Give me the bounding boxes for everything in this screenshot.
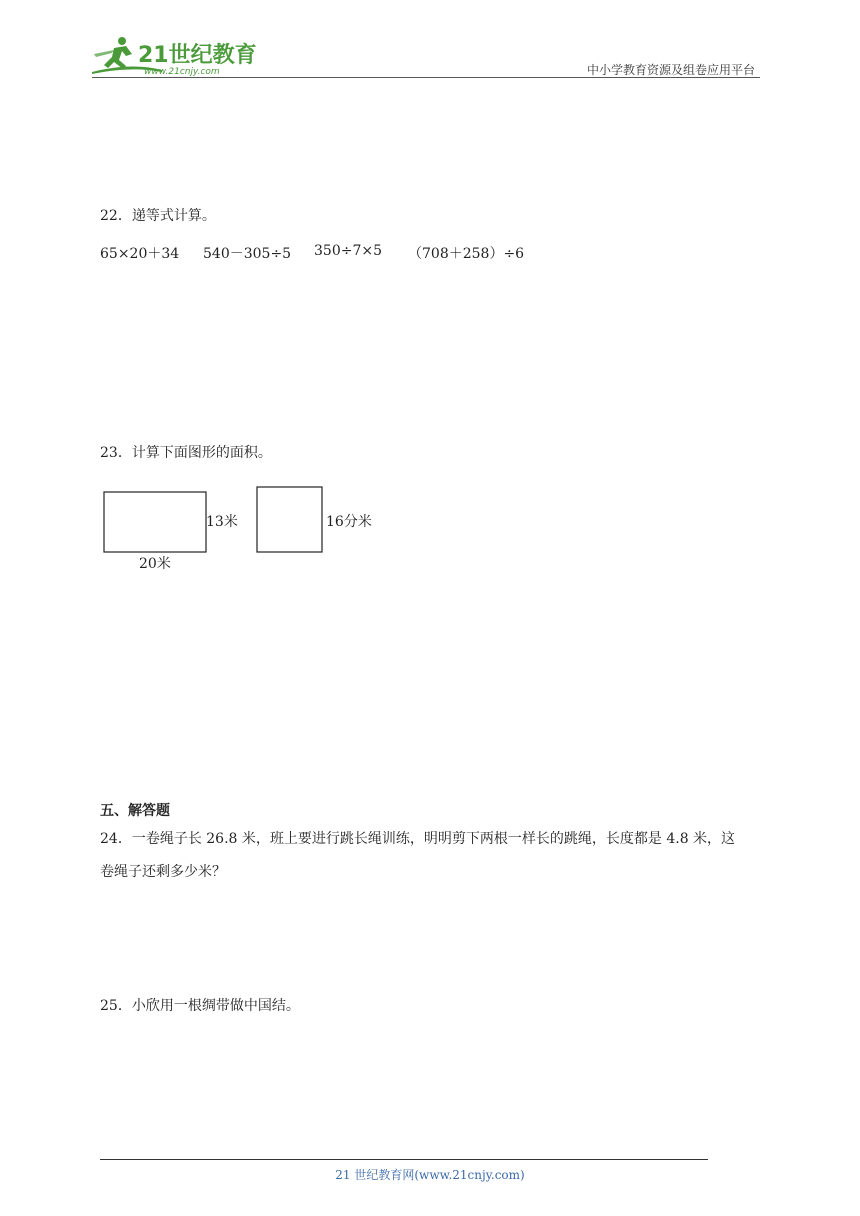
question-23-title: 23．计算下面图形的面积。 bbox=[100, 445, 272, 461]
expression-1: 65×20＋34 bbox=[100, 246, 180, 262]
header-divider bbox=[92, 77, 760, 78]
footer-link[interactable]: 21 世纪教育网(www.21cnjy.com) bbox=[335, 1168, 525, 1182]
question-22-title: 22．递等式计算。 bbox=[100, 208, 216, 224]
question-24-line1: 24．一卷绳子长 26.8 米，班上要进行跳长绳训练，明明剪下两根一样长的跳绳，长度都是 4.8 米，这 bbox=[100, 831, 736, 847]
expression-3: 350÷7×5 bbox=[314, 243, 382, 259]
question-25-title: 25．小欣用一根绸带做中国结。 bbox=[100, 998, 300, 1014]
square-shape bbox=[257, 487, 322, 552]
footer-divider bbox=[100, 1159, 708, 1160]
section-title: 五、解答题 bbox=[100, 803, 170, 819]
area-figures bbox=[98, 482, 388, 574]
question-24-line2: 卷绳子还剩多少米？ bbox=[100, 864, 226, 880]
header-platform-text: 中小学教育资源及组卷应用平台 bbox=[586, 63, 755, 77]
logo-url: www.21cnjy.com bbox=[144, 67, 220, 77]
rect-width-label: 20米 bbox=[139, 556, 171, 572]
site-logo bbox=[92, 32, 262, 78]
expression-2: 540－305÷5 bbox=[203, 246, 292, 262]
expression-4: （708＋258）÷6 bbox=[408, 246, 525, 262]
rectangle-shape bbox=[104, 492, 206, 552]
logo-text: 21世纪教育 bbox=[138, 43, 257, 68]
square-side-label: 16分米 bbox=[326, 514, 372, 530]
rect-height-label: 13米 bbox=[206, 514, 238, 530]
